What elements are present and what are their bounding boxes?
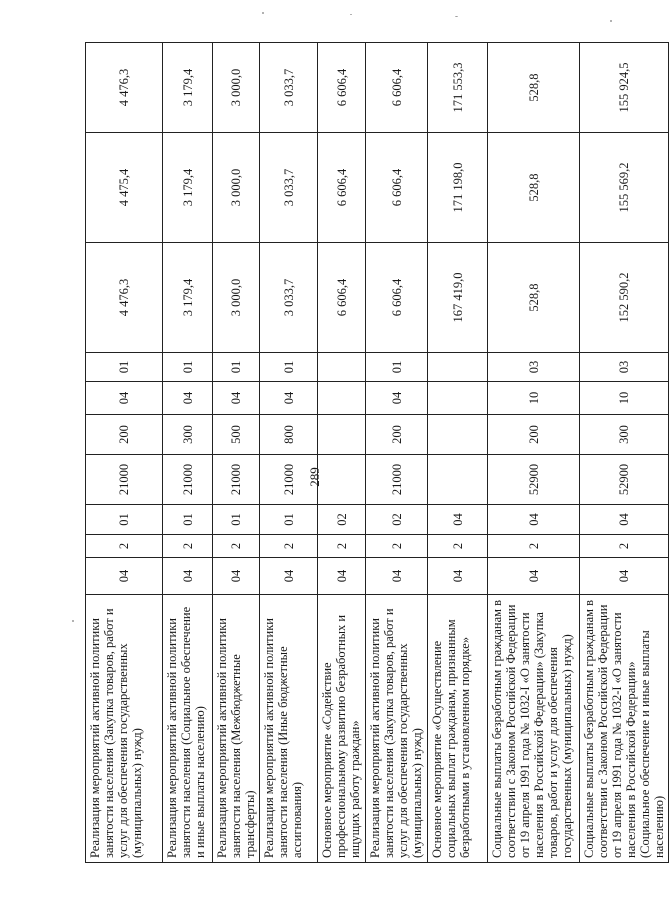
- code-cell: 200: [488, 415, 580, 455]
- value-cell: 171 198,0: [428, 133, 488, 243]
- code-cell: 04: [213, 558, 260, 595]
- value-cell: 6 606,4: [366, 43, 428, 133]
- budget-table: [85, 42, 669, 863]
- code-cell: 21000: [260, 455, 318, 505]
- code-cell: 04: [580, 505, 669, 535]
- value-cell: 3 000,0: [213, 243, 260, 353]
- value-cell: 4 475,4: [86, 133, 163, 243]
- code-cell: 800: [260, 415, 318, 455]
- code-cell: 01: [260, 353, 318, 382]
- code-cell: 02: [318, 505, 366, 535]
- code-cell: 04: [488, 558, 580, 595]
- value-cell: 3 000,0: [213, 133, 260, 243]
- code-cell: 2: [260, 535, 318, 558]
- value-cell: 6 606,4: [366, 243, 428, 353]
- code-cell: 04: [260, 382, 318, 415]
- code-cell: 04: [428, 505, 488, 535]
- code-cell: [428, 353, 488, 382]
- value-cell: 155 924,5: [580, 43, 669, 133]
- value-cell: 4 476,3: [86, 243, 163, 353]
- value-cell: 528,8: [488, 133, 580, 243]
- code-cell: 01: [213, 505, 260, 535]
- code-cell: 02: [366, 505, 428, 535]
- code-cell: 2: [86, 535, 163, 558]
- table-row: [163, 43, 213, 863]
- value-cell: 6 606,4: [366, 133, 428, 243]
- code-cell: 52900: [488, 455, 580, 505]
- code-cell: [428, 415, 488, 455]
- page-number: 289: [306, 467, 322, 487]
- code-cell: 04: [260, 558, 318, 595]
- row-name: Реализация мероприятий активной политики занятости населения (Социальное обеспечение и иные выплаты населению): [163, 595, 213, 863]
- code-cell: 03: [488, 353, 580, 382]
- value-cell: 155 569,2: [580, 133, 669, 243]
- value-cell: 528,8: [488, 243, 580, 353]
- code-cell: 2: [318, 535, 366, 558]
- code-cell: 04: [213, 382, 260, 415]
- code-cell: [318, 382, 366, 415]
- code-cell: [428, 455, 488, 505]
- value-cell: 4 476,3: [86, 43, 163, 133]
- code-cell: [318, 353, 366, 382]
- code-cell: 01: [163, 353, 213, 382]
- value-cell: 3 033,7: [260, 133, 318, 243]
- code-cell: 300: [163, 415, 213, 455]
- code-cell: 2: [488, 535, 580, 558]
- code-cell: 21000: [86, 455, 163, 505]
- row-name: Реализация мероприятий активной политики занятости населения (Закупка товаров, работ и услуг для обеспечения государственных (муниципальных) нужд): [366, 595, 428, 863]
- value-cell: 528,8: [488, 43, 580, 133]
- table-row: [366, 43, 428, 863]
- value-cell: 3 179,4: [163, 133, 213, 243]
- code-cell: 52900: [580, 455, 669, 505]
- code-cell: 04: [488, 505, 580, 535]
- value-cell: 152 590,2: [580, 243, 669, 353]
- table-row: [488, 43, 580, 863]
- code-cell: 2: [428, 535, 488, 558]
- value-cell: 3 033,7: [260, 243, 318, 353]
- row-name: Реализация мероприятий активной политики занятости населения (Иные бюджетные ассигнования): [260, 595, 318, 863]
- value-cell: 6 606,4: [318, 43, 366, 133]
- rotated-page: [85, 43, 666, 863]
- code-cell: 10: [488, 382, 580, 415]
- code-cell: 04: [86, 558, 163, 595]
- code-cell: 2: [213, 535, 260, 558]
- code-cell: 03: [580, 353, 669, 382]
- code-cell: 04: [163, 558, 213, 595]
- code-cell: [428, 382, 488, 415]
- code-cell: 04: [366, 558, 428, 595]
- code-cell: [318, 455, 366, 505]
- code-cell: [318, 415, 366, 455]
- value-cell: 3 179,4: [163, 43, 213, 133]
- code-cell: 01: [86, 353, 163, 382]
- value-cell: 3 000,0: [213, 43, 260, 133]
- code-cell: 04: [163, 382, 213, 415]
- code-cell: 21000: [366, 455, 428, 505]
- code-cell: 04: [86, 382, 163, 415]
- code-cell: 01: [366, 353, 428, 382]
- code-cell: 01: [163, 505, 213, 535]
- row-name: Реализация мероприятий активной политики занятости населения (Закупка товаров, работ и услуг для обеспечения государственных (муниципальных) нужд): [86, 595, 163, 863]
- code-cell: 2: [580, 535, 669, 558]
- code-cell: 04: [428, 558, 488, 595]
- code-cell: 04: [318, 558, 366, 595]
- code-cell: 04: [580, 558, 669, 595]
- code-cell: 200: [86, 415, 163, 455]
- value-cell: 171 553,3: [428, 43, 488, 133]
- code-cell: 500: [213, 415, 260, 455]
- value-cell: 6 606,4: [318, 243, 366, 353]
- table-row: [318, 43, 366, 863]
- value-cell: 3 033,7: [260, 43, 318, 133]
- code-cell: 21000: [163, 455, 213, 505]
- row-name: Социальные выплаты безработным гражданам в соответствии с Законом Российской Федерации от 19 апреля 1991 года № 1032-I «О занятости населения в Российской Федерации» (Социальное обеспечение и иные выплаты населению): [580, 595, 669, 863]
- value-cell: 167 419,0: [428, 243, 488, 353]
- row-name: Основное мероприятие «Содействие профессиональному развитию безработных и ищущих работу граждан»: [318, 595, 366, 863]
- value-cell: 6 606,4: [318, 133, 366, 243]
- row-name: Основное мероприятие «Осуществление социальных выплат гражданам, признанным безработными в установленном порядке»: [428, 595, 488, 863]
- code-cell: 21000: [213, 455, 260, 505]
- table-row: [260, 43, 318, 863]
- code-cell: 01: [260, 505, 318, 535]
- code-cell: 01: [213, 353, 260, 382]
- value-cell: 3 179,4: [163, 243, 213, 353]
- code-cell: 200: [366, 415, 428, 455]
- code-cell: 01: [86, 505, 163, 535]
- table-row: [580, 43, 669, 863]
- table-row: [86, 43, 163, 863]
- row-name: Социальные выплаты безработным гражданам в соответствии с Законом Российской Федерации от 19 апреля 1991 года № 1032-I «О занятости населения в Российской Федерации» (Закупка товаров, работ и услуг для обеспечения государственных (муниципальных) нужд): [488, 595, 580, 863]
- table-row: [428, 43, 488, 863]
- code-cell: 2: [163, 535, 213, 558]
- code-cell: 300: [580, 415, 669, 455]
- code-cell: 04: [366, 382, 428, 415]
- code-cell: 10: [580, 382, 669, 415]
- row-name: Реализация мероприятий активной политики занятости населения (Межбюджетные трансферты): [213, 595, 260, 863]
- code-cell: 2: [366, 535, 428, 558]
- table-row: [213, 43, 260, 863]
